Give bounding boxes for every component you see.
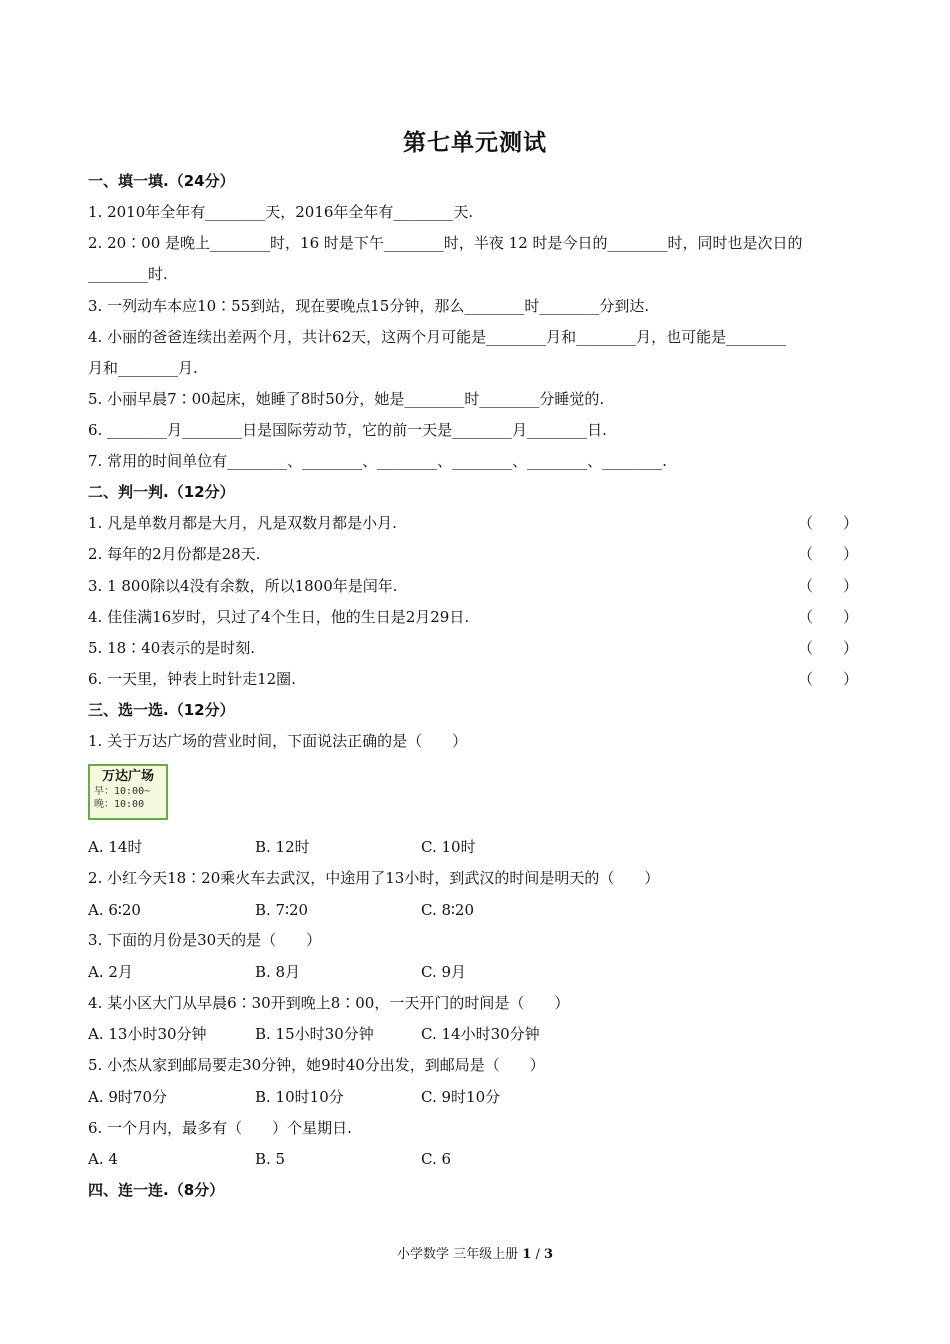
section-2-heading: 二、判一判.（12分） <box>88 483 235 501</box>
choice-question-3: 3. 下面的月份是30天的是（ ） <box>88 931 322 949</box>
judge-item-1: 1. 凡是单数月都是大月，凡是双数月都是小月. <box>88 514 397 532</box>
footer-page-total: 3 <box>543 1247 554 1262</box>
option-2b[interactable]: B. 7∶20 <box>255 901 309 919</box>
option-3b[interactable]: B. 8月 <box>255 963 301 981</box>
choice-question-4: 4. 某小区大门从早晨6∶30开到晚上8∶00，一天开门的时间是（ ） <box>88 994 570 1012</box>
section-3-heading: 三、选一选.（12分） <box>88 701 235 719</box>
option-6b[interactable]: B. 5 <box>255 1150 286 1168</box>
footer-text: 小学数学 三年级上册 <box>396 1247 519 1262</box>
section-1-heading: 一、填一填.（24分） <box>88 172 235 190</box>
wanda-plaza-sign <box>88 764 168 820</box>
footer-page-number: 1 <box>522 1247 532 1262</box>
section-4-heading: 四、连一连.（8分） <box>88 1181 225 1199</box>
sign-morning-hours: 早：10:00~ <box>94 786 151 797</box>
option-1b[interactable]: B. 12时 <box>255 838 310 856</box>
fill-line-4: 4. 小丽的爸爸连续出差两个月，共计62天，这两个月可能是________月和________月，也可能是________ <box>88 328 787 346</box>
answer-paren-6[interactable]: （ ） <box>798 670 859 688</box>
judge-item-5: 5. 18∶40表示的是时刻. <box>88 639 256 657</box>
option-6c[interactable]: C. 6 <box>421 1150 452 1168</box>
option-6a[interactable]: A. 4 <box>88 1150 118 1168</box>
option-5c[interactable]: C. 9时10分 <box>421 1088 501 1106</box>
option-4a[interactable]: A. 13小时30分钟 <box>88 1025 207 1043</box>
choice-question-5: 5. 小杰从家到邮局要走30分钟，她9时40分出发，到邮局是（ ） <box>88 1056 545 1074</box>
answer-paren-4[interactable]: （ ） <box>798 608 859 626</box>
option-1c[interactable]: C. 10时 <box>421 838 476 856</box>
fill-line-4-cont: 月和________月. <box>88 359 198 377</box>
sign-title: 万达广场 <box>101 769 154 784</box>
fill-line-2-cont: ________时. <box>88 265 168 283</box>
option-5b[interactable]: B. 10时10分 <box>255 1088 344 1106</box>
choice-question-6: 6. 一个月内，最多有（ ）个星期日. <box>88 1119 352 1137</box>
option-3a[interactable]: A. 2月 <box>88 963 133 981</box>
judge-item-6: 6. 一天里，钟表上时针走12圈. <box>88 670 296 688</box>
option-2c[interactable]: C. 8∶20 <box>421 901 475 919</box>
option-4b[interactable]: B. 15小时30分钟 <box>255 1025 374 1043</box>
fill-line-2: 2. 20∶00 是晚上________时，16 时是下午________时，半夜 12 时是今日的________时，同时也是次日的 <box>88 234 803 252</box>
page-footer <box>0 1246 950 1264</box>
option-1a[interactable]: A. 14时 <box>88 838 143 856</box>
answer-paren-3[interactable]: （ ） <box>798 577 859 595</box>
page-title: 第七单元测试 <box>403 130 547 156</box>
answer-paren-5[interactable]: （ ） <box>798 639 859 657</box>
option-5a[interactable]: A. 9时70分 <box>88 1088 167 1106</box>
judge-item-3: 3. 1 800除以4没有余数，所以1800年是闰年. <box>88 577 398 595</box>
option-3c[interactable]: C. 9月 <box>421 963 467 981</box>
judge-item-4: 4. 佳佳满16岁时，只过了4个生日，他的生日是2月29日. <box>88 608 470 626</box>
fill-line-5: 5. 小丽早晨7∶00起床，她睡了8时50分，她是________时________分睡觉的. <box>88 390 605 408</box>
option-4c[interactable]: C. 14小时30分钟 <box>421 1025 540 1043</box>
fill-line-3: 3. 一列动车本应10∶55到站，现在要晚点15分钟，那么________时________分到达. <box>88 297 650 315</box>
answer-paren-2[interactable]: （ ） <box>798 545 859 563</box>
answer-paren-1[interactable]: （ ） <box>798 514 859 532</box>
sign-evening-hours: 晚：10:00 <box>94 799 145 810</box>
fill-line-7: 7. 常用的时间单位有________、________、________、________、________、________. <box>88 452 667 470</box>
choice-question-1: 1. 关于万达广场的营业时间，下面说法正确的是（ ） <box>88 732 468 750</box>
fill-line-1: 1. 2010年全年有________天，2016年全年有________天. <box>88 203 474 221</box>
fill-line-6: 6. ________月________日是国际劳动节，它的前一天是________月________日. <box>88 421 607 439</box>
footer-separator: / <box>531 1247 544 1262</box>
option-2a[interactable]: A. 6∶20 <box>88 901 141 919</box>
judge-item-2: 2. 每年的2月份都是28天. <box>88 545 261 563</box>
choice-question-2: 2. 小红今天18∶20乘火车去武汉，中途用了13小时，到武汉的时间是明天的（ ） <box>88 869 660 887</box>
